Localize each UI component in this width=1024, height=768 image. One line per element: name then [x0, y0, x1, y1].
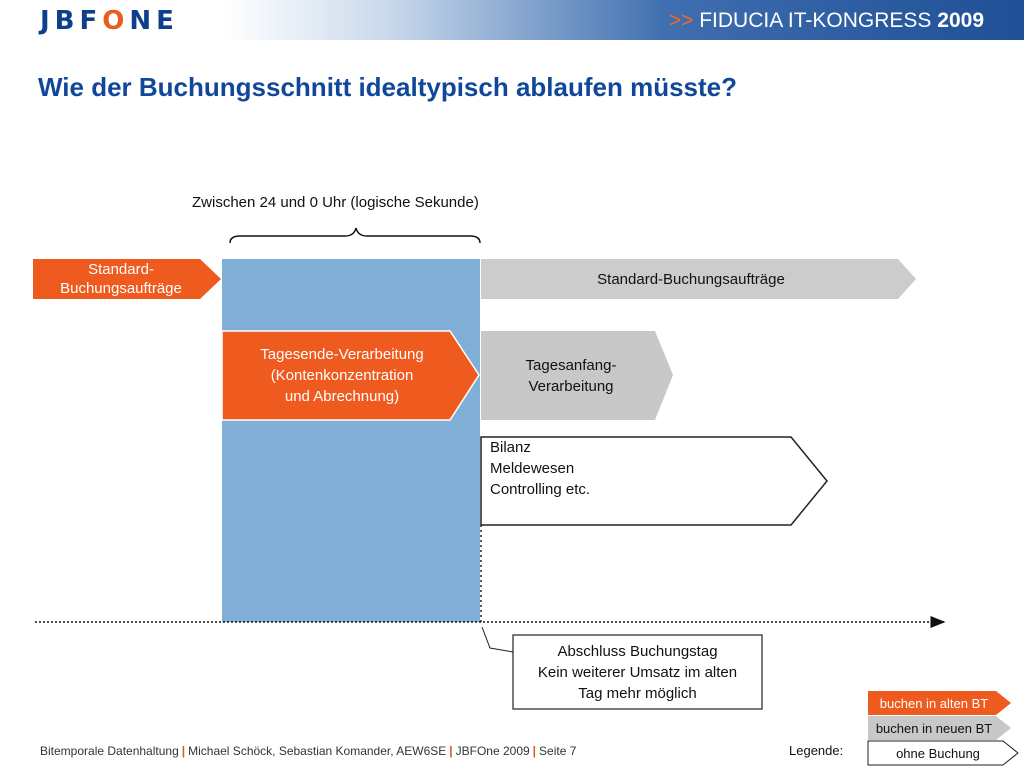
tagesanfang-label: Tagesanfang- Verarbeitung — [525, 356, 617, 395]
legend-item-old-bt: buchen in alten BT — [879, 695, 989, 711]
callout-connector — [482, 627, 513, 652]
standard-orders-left-label: Standard- Buchungsaufträge — [60, 261, 182, 297]
standard-orders-right-label: Standard-Buchungsaufträge — [597, 270, 785, 288]
event-name: FIDUCIA IT-KONGRESS — [699, 9, 932, 32]
footer-authors: Michael Schöck, Sebastian Komander, AEW6SE — [188, 744, 447, 758]
footer-topic: Bitemporale Datenhaltung — [40, 744, 179, 758]
time-window-brace — [230, 228, 480, 243]
tagesende-label: Tagesende-Verarbeitung (Kontenkonzentration und Abrechnung) — [260, 346, 424, 405]
event-arrows: >> — [668, 9, 694, 32]
slide-title: Wie der Buchungsschnitt idealtypisch ablaufen müsste? — [38, 72, 738, 102]
footer-event: JBFOne 2009 — [455, 744, 530, 758]
legend-item-new-bt: buchen in neuen BT — [875, 720, 993, 736]
footer: Bitemporale Datenhaltung | Michael Schöck, Sebastian Komander, AEW6SE | JBFOne 2009 | Seite 7 — [40, 744, 577, 758]
bilanz-label: Bilanz Meldewesen Controlling etc. — [490, 439, 591, 498]
legend-item-no-booking: ohne Buchung — [896, 745, 980, 761]
jbfone-logo: JBFONE — [40, 6, 179, 36]
legend-label: Legende: — [789, 743, 844, 758]
time-window-label: Zwischen 24 und 0 Uhr (logische Sekunde) — [192, 194, 479, 211]
footer-page: Seite 7 — [539, 744, 577, 758]
event-year: 2009 — [937, 9, 984, 32]
abschluss-callout-text: Abschluss Buchungstag Kein weiterer Umsatz im alten Tag mehr möglich — [537, 642, 738, 702]
logical-second-band — [222, 259, 480, 622]
